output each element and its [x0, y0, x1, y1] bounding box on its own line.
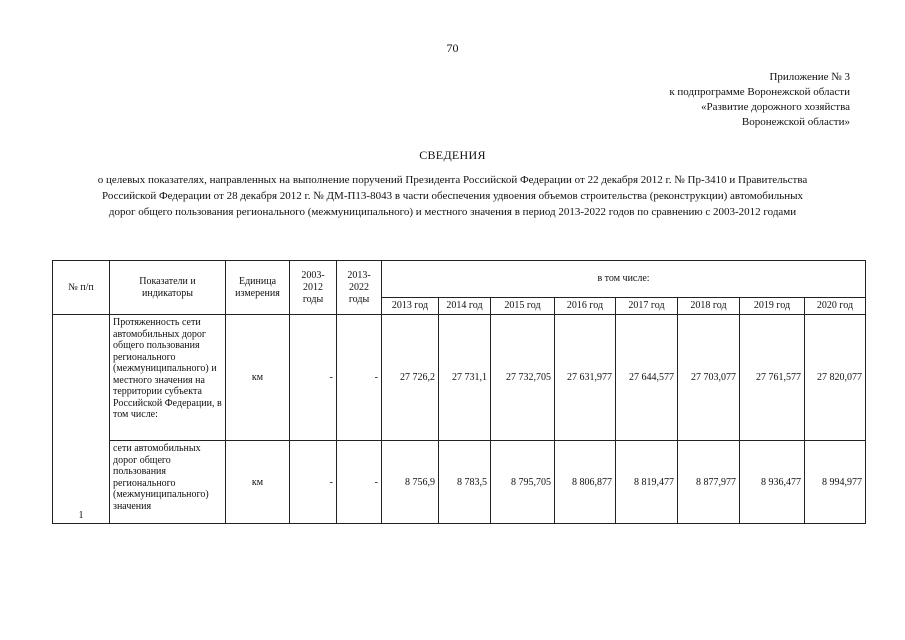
appendix-line-1: Приложение № 3 — [769, 71, 850, 83]
row-value: 8 795,705 — [491, 441, 555, 524]
row-period-2013-2022: - — [337, 441, 382, 524]
header-year: 2013 год — [382, 298, 439, 315]
appendix-line-3: «Развитие дорожного хозяйства — [700, 101, 850, 113]
row-period-2003-2012: - — [290, 315, 337, 441]
row-value: 27 726,2 — [382, 315, 439, 441]
row-value: 8 819,477 — [616, 441, 678, 524]
header-unit: Единица измерения — [226, 261, 290, 315]
row-number: 1 — [53, 315, 110, 524]
header-year: 2015 год — [491, 298, 555, 315]
indicators-table — [52, 260, 866, 524]
appendix-note — [669, 70, 850, 130]
appendix-line-4: Воронежской области» — [741, 116, 850, 128]
row-value: 27 644,577 — [616, 315, 678, 441]
header-year: 2020 год — [805, 298, 866, 315]
header-year: 2019 год — [740, 298, 805, 315]
page-number: 70 — [446, 41, 459, 55]
appendix-line-2: к подпрограмме Воронежской области — [669, 86, 850, 98]
row-period-2003-2012: - — [290, 441, 337, 524]
row-period-2013-2022: - — [337, 315, 382, 441]
subtitle-line-3: дорог общего пользования регионального (межмуниципального) и местного значения в период 2013-2022 годов по сравнению с 2003-2012 годами — [108, 206, 797, 218]
row-unit: км — [226, 441, 290, 524]
subtitle-line-1: о целевых показателях, направленных на выполнение поручений Президента Российской Федерации от 22 декабря 2012 г. № Пр-3410 и Правительства — [97, 174, 808, 186]
header-year: 2016 год — [555, 298, 616, 315]
header-indicator: Показатели и индикаторы — [110, 261, 226, 315]
row-value: 8 756,9 — [382, 441, 439, 524]
row-value: 27 732,705 — [491, 315, 555, 441]
header-year: 2014 год — [439, 298, 491, 315]
table-row — [53, 441, 866, 524]
header-year: 2018 год — [678, 298, 740, 315]
document-subtitle — [40, 172, 865, 220]
header-period-2003-2012: 2003-2012 годы — [290, 261, 337, 315]
row-value: 27 820,077 — [805, 315, 866, 441]
header-period-2013-2022: 2013-2022 годы — [337, 261, 382, 315]
row-value: 8 994,977 — [805, 441, 866, 524]
row-value: 27 631,977 — [555, 315, 616, 441]
row-value: 8 877,977 — [678, 441, 740, 524]
row-value: 8 783,5 — [439, 441, 491, 524]
header-including: в том числе: — [382, 261, 866, 298]
header-num: № п/п — [53, 261, 110, 315]
table-row — [53, 315, 866, 441]
row-value: 27 703,077 — [678, 315, 740, 441]
subtitle-line-2: Российской Федерации от 28 декабря 2012 г. № ДМ-П13-8043 в части обеспечения удвоения объемов строительства (реконструкции) автомобильных — [102, 190, 803, 202]
row-unit: км — [226, 315, 290, 441]
header-year: 2017 год — [616, 298, 678, 315]
row-indicator: сети автомобильных дорог общего пользования регионального (межмуниципального) значения — [110, 441, 226, 524]
row-indicator: Протяженность сети автомобильных дорог общего пользования регионального (межмуниципального) и местного значения на территории субъекта Российской Федерации, в том числе: — [110, 315, 226, 441]
row-value: 27 731,1 — [439, 315, 491, 441]
row-value: 27 761,577 — [740, 315, 805, 441]
document-title: СВЕДЕНИЯ — [419, 148, 486, 162]
row-value: 8 806,877 — [555, 441, 616, 524]
row-value: 8 936,477 — [740, 441, 805, 524]
